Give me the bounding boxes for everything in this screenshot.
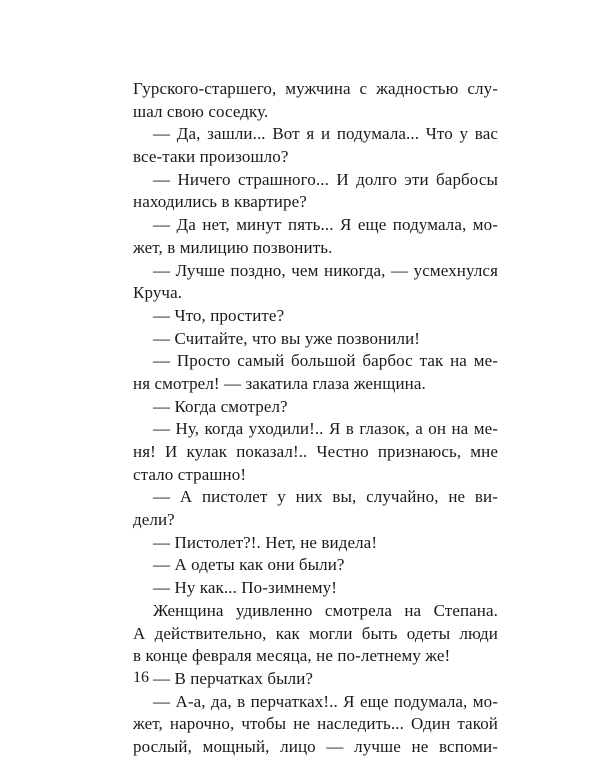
text-line: — Считайте, что вы уже позвонили! — [153, 328, 421, 348]
text-line: — А-а, да, в перчатках!.. Я еще подумала, мо- — [153, 691, 498, 711]
text-line: Гурского-старшего, мужчина с жадностью слу- — [133, 79, 498, 98]
text-line: — А пистолет у них вы, случайно, не ви- — [153, 487, 498, 507]
text-line: — Просто самый большой барбос так на ме- — [153, 351, 498, 371]
text-line: — Когда смотрел? — [153, 396, 288, 416]
text-line: А действительно, как могли быть одеты люди — [133, 623, 498, 643]
text-line: — В перчатках были? — [153, 668, 314, 688]
text-line: — Пистолет?!. Нет, не видела! — [153, 532, 378, 552]
text-line: дели? — [133, 510, 175, 530]
text-line: жет, нарочно, чтобы не наследить... Один такой — [133, 714, 498, 734]
text-line: Круча. — [133, 283, 183, 303]
text-line: Женщина удивленно смотрела на Степана. — [153, 600, 498, 620]
text-line: — Ну как... По-зимнему! — [153, 578, 337, 598]
text-line: жет, в милицию позвонить. — [133, 237, 333, 257]
text-line: — Лучше поздно, чем никогда, — усмехнулся — [153, 260, 498, 280]
text-line: стало страшно! — [133, 464, 247, 484]
text-line: рослый, мощный, лицо — лучше не вспоми- — [133, 736, 498, 756]
text-line: ня! И кулак показал!.. Честно признаюсь, мне — [133, 442, 498, 461]
text-line: находились в квартире? — [133, 192, 307, 212]
text-line: — Что, простите? — [153, 305, 285, 325]
text-line: — Да нет, минут пять... Я еще подумала, мо- — [153, 215, 498, 235]
text-line: шал свою соседку. — [133, 101, 269, 121]
page-body-text — [133, 78, 498, 759]
text-line: — Ничего страшного... И долго эти барбосы — [153, 169, 498, 189]
page-number: 16 — [133, 669, 149, 686]
text-line: — Ну, когда уходили!.. Я в глазок, а он на ме- — [153, 419, 498, 439]
text-line: в конце февраля месяца, не по-летнему же! — [133, 646, 451, 666]
text-line: — А одеты как они были? — [153, 555, 345, 575]
text-line: все-таки произошло? — [133, 147, 289, 167]
text-line: — Да, зашли... Вот я и подумала... Что у вас — [153, 124, 498, 144]
text-line: ня смотрел! — закатила глаза женщина. — [133, 373, 426, 393]
